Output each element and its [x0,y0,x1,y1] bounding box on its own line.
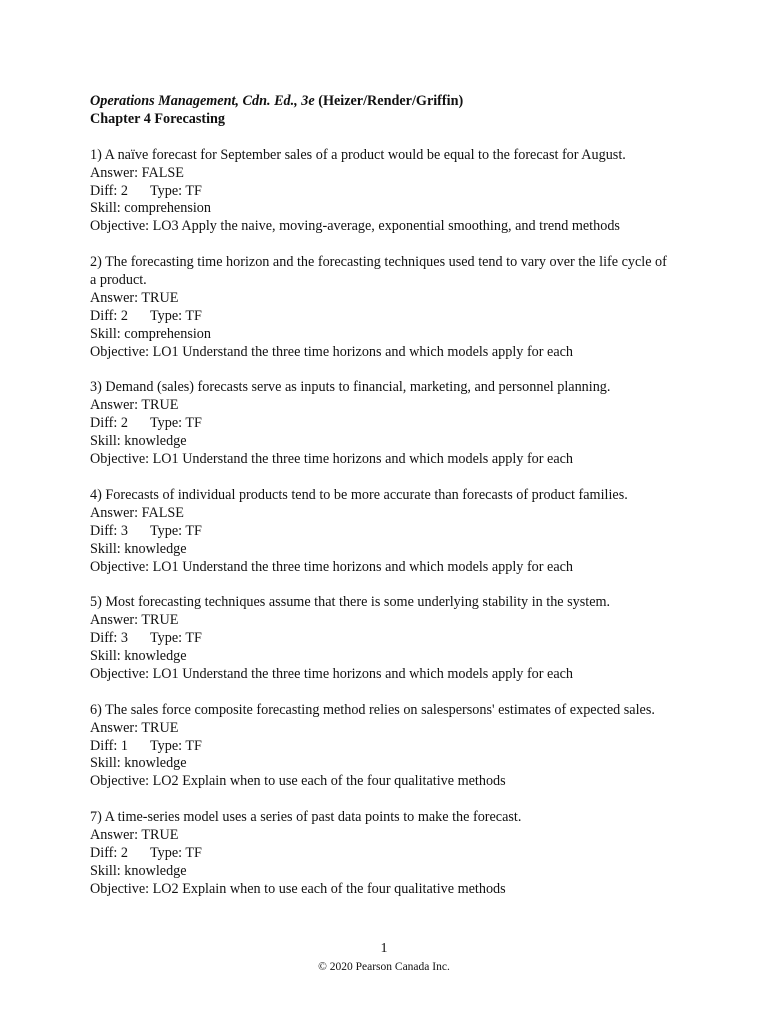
difficulty-label: Diff: 2 [90,844,128,861]
question-text: 4) Forecasts of individual products tend to be more accurate than forecasts of product families. [90,486,628,503]
answer-line: Answer: FALSE [90,504,184,521]
answer-line: Answer: TRUE [90,289,179,306]
objective-line: Objective: LO1 Understand the three time horizons and which models apply for each [90,558,574,575]
answer-line: Answer: TRUE [90,397,179,414]
objective-line: Objective: LO1 Understand the three time horizons and which models apply for each [90,451,574,468]
question-item [90,254,690,361]
objective-line: Objective: LO3 Apply the naive, moving-average, exponential smoothing, and trend methods [90,218,620,235]
answer-line: Answer: FALSE [90,164,184,181]
question-text: 2) The forecasting time horizon and the forecasting techniques used tend to vary over the life cycle of a product. [90,254,667,289]
page-number: 1 [380,941,388,956]
question-item [90,594,690,684]
question-item [90,147,690,237]
objective-line: Objective: LO1 Understand the three time horizons and which models apply for each [90,343,574,360]
difficulty-label: Diff: 3 [90,522,128,539]
copyright-notice: © 2020 Pearson Canada Inc. [318,961,450,973]
difficulty-label: Diff: 3 [90,630,128,647]
difficulty-label: Diff: 2 [90,307,128,324]
book-authors: (Heizer/Render/Griffin) [318,93,464,109]
difficulty-type-line [90,308,690,326]
question-type-label: Type: TF [149,630,202,647]
answer-line: Answer: TRUE [90,612,179,629]
skill-line: Skill: knowledge [90,648,187,665]
book-title: Operations Management, Cdn. Ed., 3e [90,93,315,109]
question-type-label: Type: TF [149,522,202,539]
question-item [90,702,690,792]
chapter-heading: Chapter 4 Forecasting [90,110,226,127]
difficulty-type-line [90,738,690,756]
question-type-label: Type: TF [149,307,202,324]
skill-line: Skill: comprehension [90,325,211,342]
answer-line: Answer: TRUE [90,827,179,844]
question-type-label: Type: TF [149,415,202,432]
difficulty-label: Diff: 2 [90,415,128,432]
difficulty-label: Diff: 2 [90,182,128,199]
answer-line: Answer: TRUE [90,719,179,736]
skill-line: Skill: knowledge [90,862,187,879]
objective-line: Objective: LO2 Explain when to use each of the four qualitative methods [90,880,506,897]
question-text: 6) The sales force composite forecasting method relies on salespersons' estimates of expected sales. [90,701,655,718]
skill-line: Skill: knowledge [90,433,187,450]
difficulty-type-line [90,845,690,863]
question-item [90,487,690,577]
difficulty-type-line [90,630,690,648]
skill-line: Skill: knowledge [90,755,187,772]
skill-line: Skill: knowledge [90,540,187,557]
question-item [90,809,690,899]
difficulty-type-line [90,415,690,433]
question-text: 5) Most forecasting techniques assume that there is some underlying stability in the system. [90,594,611,611]
objective-line: Objective: LO2 Explain when to use each of the four qualitative methods [90,773,506,790]
question-type-label: Type: TF [149,844,202,861]
question-text: 3) Demand (sales) forecasts serve as inputs to financial, marketing, and personnel planning. [90,379,611,396]
difficulty-type-line [90,523,690,541]
question-text: 7) A time-series model uses a series of past data points to make the forecast. [90,809,522,826]
difficulty-type-line [90,183,690,201]
question-item [90,379,690,469]
page-content [90,93,690,899]
question-type-label: Type: TF [149,737,202,754]
question-text: 1) A naïve forecast for September sales of a product would be equal to the forecast for August. [90,146,626,163]
difficulty-label: Diff: 1 [90,737,128,754]
question-list [90,147,690,899]
objective-line: Objective: LO1 Understand the three time horizons and which models apply for each [90,665,574,682]
book-title-line [90,93,690,111]
question-type-label: Type: TF [149,182,202,199]
skill-line: Skill: comprehension [90,200,211,217]
